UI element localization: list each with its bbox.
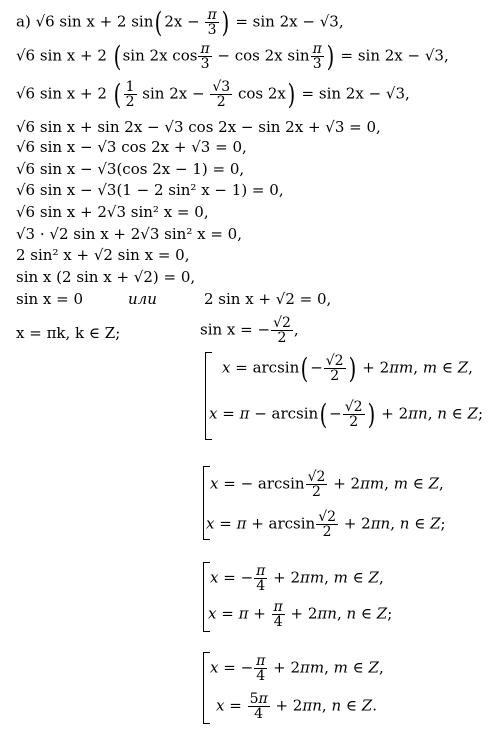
branch-left-sinx-zero: sin x = 0 xyxy=(16,290,84,308)
equation-line-8: √6 sin x + 2√3 sin² x = 0, xyxy=(16,203,209,221)
equation-line-7: √6 sin x − √3(1 − 2 sin² x − 1) = 0, xyxy=(16,181,284,199)
system-1-row-1: x = arcsin( − $\frac{√2}{2}$ ) + 2πm, m ∈ Z, xyxy=(222,351,473,385)
system-3-row-1: x = − $\frac{\pi}{4}$ + 2πm, m ∈ Z, xyxy=(210,563,384,594)
equation-line-5: √6 sin x − √3 cos 2x + √3 = 0, xyxy=(16,138,247,156)
equation-line-10: 2 sin² x + √2 sin x = 0, xyxy=(16,246,190,264)
solution-pi-k: x = πk, k ∈ Z; xyxy=(16,324,121,342)
system-2-row-1: x = − arcsin $\frac{√2}{2}$ + 2πm, m ∈ Z, xyxy=(210,469,444,500)
system-2-row-2: x = π + arcsin $\frac{√2}{2}$ + 2πn, n ∈ Z; xyxy=(206,509,446,540)
system-3-row-2: x = π + $\frac{\pi}{4}$ + 2πn, n ∈ Z; xyxy=(208,599,393,630)
equation-line-11: sin x (2 sin x + √2) = 0, xyxy=(16,268,196,286)
equation-line-2: √6 sin x + 2 ( sin 2x cos $\frac{\pi}{3}$ − cos 2x sin $\frac{\pi}{3}$ ) = sin 2x − √3, xyxy=(16,39,449,73)
system-1-row-2: x = π − arcsin( − $\frac{√2}{2}$ ) + 2πn, n ∈ Z; xyxy=(209,397,484,431)
equation-line-6: √6 sin x − √3(cos 2x − 1) = 0, xyxy=(16,160,245,178)
system-4-row-2: x = $\frac{5\pi}{4}$ + 2πn, n ∈ Z. xyxy=(216,691,377,722)
sinx-neg-root2-over-2: sin x = − $\frac{√2}{2}$ , xyxy=(200,315,299,346)
system-4-row-1: x = − $\frac{\pi}{4}$ + 2πm, m ∈ Z, xyxy=(210,653,384,684)
equation-line-9: √3 · √2 sin x + 2√3 sin² x = 0, xyxy=(16,225,242,243)
equation-line-4: √6 sin x + sin 2x − √3 cos 2x − sin 2x + √3 = 0, xyxy=(16,118,381,136)
system-bracket-4 xyxy=(203,652,210,724)
branch-right-equation: 2 sin x + √2 = 0, xyxy=(204,290,332,308)
equation-line-3: √6 sin x + 2 ( $\frac{1}{2}$ sin 2x − $\frac{√3}{2}$ cos 2x) = sin 2x − √3, xyxy=(16,77,410,111)
equation-line-1: a) √6 sin x + 2 sin( 2x − $\frac{\pi}{3}$ ) = sin 2x − √3, xyxy=(16,5,344,39)
or-word: или xyxy=(128,290,157,308)
